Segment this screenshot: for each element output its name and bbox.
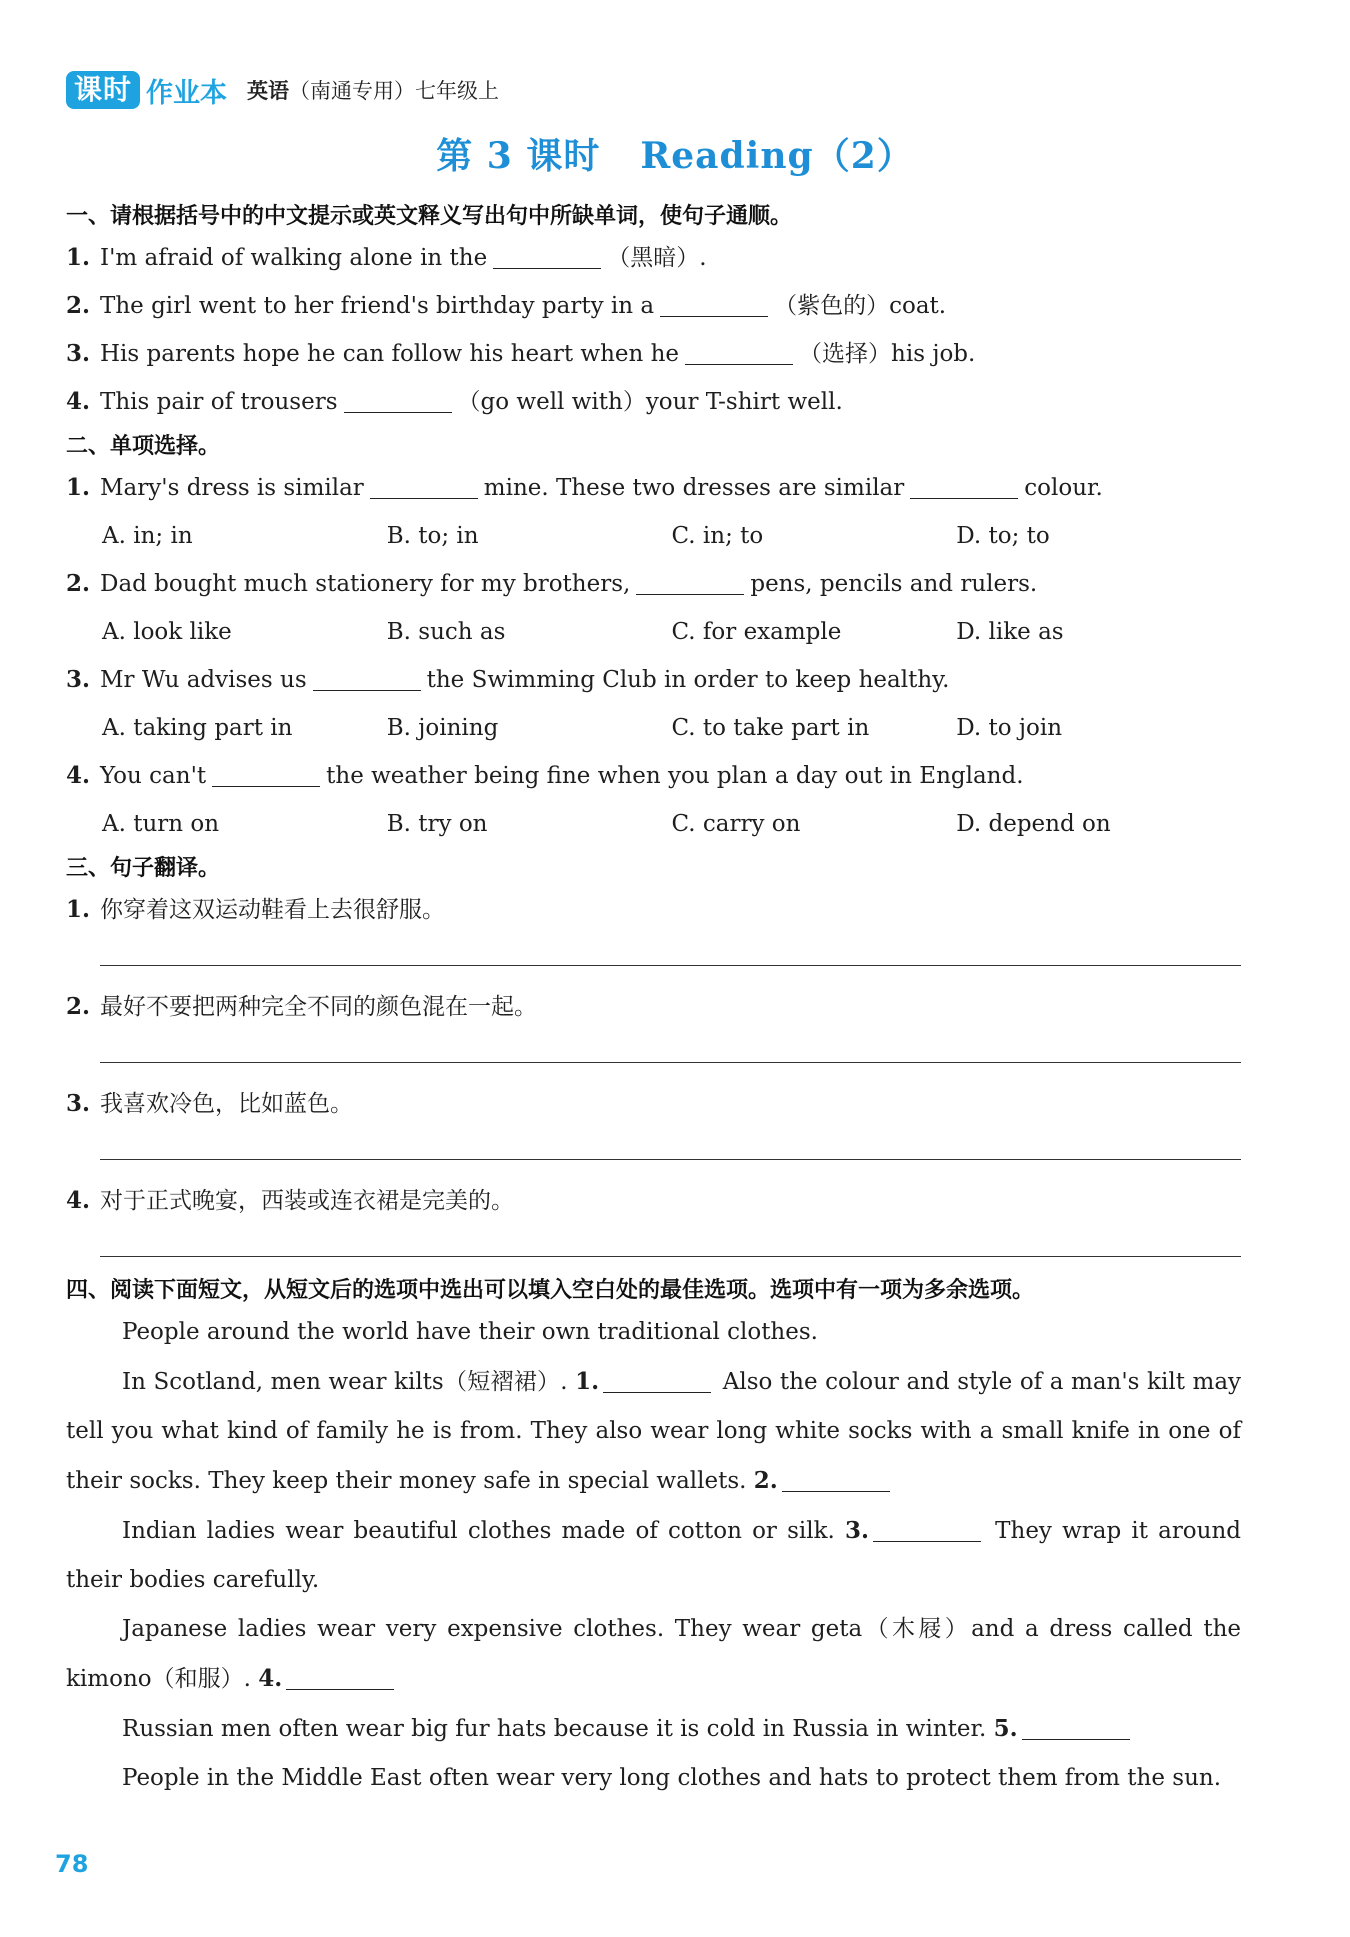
worksheet-content bbox=[66, 200, 1241, 1803]
answer-option[interactable]: C. in; to bbox=[671, 523, 764, 549]
answer-line[interactable] bbox=[100, 1061, 1241, 1063]
lesson-number: 第 3 课时 bbox=[436, 135, 601, 177]
reading-passage bbox=[66, 1308, 1241, 1803]
passage-paragraph-2 bbox=[66, 1357, 1241, 1506]
subject-name: 英语 bbox=[247, 79, 290, 103]
choice-question bbox=[66, 752, 1241, 800]
question-text: the weather being fine when you plan a day out in England. bbox=[326, 763, 1024, 789]
fill-in-question bbox=[66, 378, 1241, 426]
blank-number: 3. bbox=[845, 1517, 870, 1544]
passage-paragraph-3 bbox=[66, 1506, 1241, 1605]
answer-line[interactable] bbox=[100, 964, 1241, 966]
brand-name: 作业本 bbox=[146, 77, 228, 109]
question-number: 1. bbox=[66, 474, 91, 501]
answer-option[interactable]: D. like as bbox=[956, 619, 1064, 645]
question-hint: （go well with）your T-shirt well. bbox=[457, 389, 843, 415]
choice-question bbox=[66, 560, 1241, 608]
passage-paragraph-6: People in the Middle East often wear very long clothes and hats to protect them from the sun. bbox=[122, 1765, 1222, 1791]
subject-detail: （南通专用）七年级上 bbox=[289, 79, 500, 103]
answer-blank[interactable] bbox=[344, 386, 452, 413]
answer-option[interactable]: D. to join bbox=[956, 715, 1063, 741]
passage-text: Also the colour and style of a man's kilt may tell you what kind of family he is from. They also wear long white socks with a small knife in one of their socks. They keep their money safe in special wallets. bbox=[66, 1369, 1242, 1494]
answer-blank[interactable] bbox=[685, 338, 793, 365]
question-number: 4. bbox=[66, 1187, 91, 1214]
question-hint: （黑暗）. bbox=[607, 245, 707, 271]
answer-option[interactable]: C. to take part in bbox=[671, 715, 870, 741]
section-2-items bbox=[66, 464, 1241, 848]
answer-option[interactable]: B. joining bbox=[386, 715, 499, 741]
question-number: 2. bbox=[66, 292, 91, 319]
question-text: colour. bbox=[1024, 475, 1103, 501]
answer-option[interactable]: A. look like bbox=[102, 619, 232, 645]
answer-blank[interactable] bbox=[313, 664, 421, 691]
answer-option[interactable]: A. taking part in bbox=[102, 715, 293, 741]
answer-blank-5[interactable] bbox=[1022, 1713, 1130, 1740]
answer-option[interactable]: C. for example bbox=[671, 619, 842, 645]
question-number: 2. bbox=[66, 993, 91, 1020]
answer-blank[interactable] bbox=[370, 472, 478, 499]
section-1-heading: 一、请根据括号中的中文提示或英文释义写出句中所缺单词，使句子通顺。 bbox=[66, 204, 793, 229]
question-number: 1. bbox=[66, 244, 91, 271]
translation-question bbox=[66, 1080, 1241, 1128]
section-1-items bbox=[66, 234, 1241, 426]
option-row bbox=[66, 800, 1241, 848]
blank-number: 2. bbox=[753, 1467, 778, 1494]
section-3-heading: 三、句子翻译。 bbox=[66, 856, 221, 881]
section-2-heading: 二、单项选择。 bbox=[66, 434, 221, 459]
option-row bbox=[66, 608, 1241, 656]
question-text: You can't bbox=[100, 763, 207, 789]
question-text: pens, pencils and rulers. bbox=[750, 571, 1038, 597]
lesson-title bbox=[0, 128, 1350, 179]
answer-blank[interactable] bbox=[493, 242, 601, 269]
fill-in-question bbox=[66, 282, 1241, 330]
question-text: the Swimming Club in order to keep healthy. bbox=[426, 667, 950, 693]
answer-option[interactable]: C. carry on bbox=[671, 811, 801, 837]
answer-option[interactable]: B. such as bbox=[386, 619, 506, 645]
question-text: Dad bought much stationery for my brothers, bbox=[100, 571, 631, 597]
question-number: 3. bbox=[66, 666, 91, 693]
question-hint: （紫色的）coat. bbox=[774, 293, 947, 319]
question-number: 4. bbox=[66, 762, 91, 789]
question-number: 1. bbox=[66, 896, 91, 923]
answer-option[interactable]: B. try on bbox=[386, 811, 488, 837]
lesson-name: Reading（2） bbox=[640, 135, 914, 177]
option-row bbox=[66, 704, 1241, 752]
answer-blank[interactable] bbox=[910, 472, 1018, 499]
passage-text: In Scotland, men wear kilts（短褶裙）. bbox=[122, 1369, 568, 1395]
question-number: 3. bbox=[66, 340, 91, 367]
choice-question bbox=[66, 464, 1241, 512]
passage-text: They wrap it around their bodies carefully. bbox=[66, 1518, 1242, 1593]
question-number: 3. bbox=[66, 1090, 91, 1117]
question-number: 2. bbox=[66, 570, 91, 597]
answer-blank-3[interactable] bbox=[873, 1515, 981, 1542]
question-text: Mr Wu advises us bbox=[100, 667, 307, 693]
fill-in-question bbox=[66, 330, 1241, 378]
answer-blank[interactable] bbox=[636, 568, 744, 595]
passage-paragraph-1: People around the world have their own traditional clothes. bbox=[122, 1319, 818, 1345]
question-text: 我喜欢冷色，比如蓝色。 bbox=[100, 1091, 353, 1117]
answer-blank-4[interactable] bbox=[286, 1663, 394, 1690]
header-brand bbox=[66, 70, 499, 110]
section-3-items bbox=[66, 886, 1241, 1257]
option-row bbox=[66, 512, 1241, 560]
answer-line[interactable] bbox=[100, 1158, 1241, 1160]
question-text: I'm afraid of walking alone in the bbox=[100, 245, 488, 271]
passage-text: Russian men often wear big fur hats because it is cold in Russia in winter. bbox=[122, 1716, 987, 1742]
answer-blank-2[interactable] bbox=[782, 1465, 890, 1492]
translation-question bbox=[66, 983, 1241, 1031]
answer-line[interactable] bbox=[100, 1255, 1241, 1257]
question-text: 最好不要把两种完全不同的颜色混在一起。 bbox=[100, 994, 537, 1020]
answer-option[interactable]: B. to; in bbox=[386, 523, 479, 549]
answer-option[interactable]: A. turn on bbox=[102, 811, 220, 837]
translation-question bbox=[66, 1177, 1241, 1225]
brand-logo: 课时 bbox=[66, 71, 140, 109]
question-text: The girl went to her friend's birthday party in a bbox=[100, 293, 655, 319]
blank-number: 5. bbox=[993, 1715, 1018, 1742]
question-text: 对于正式晚宴，西装或连衣裙是完美的。 bbox=[100, 1188, 514, 1214]
blank-number: 1. bbox=[575, 1368, 600, 1395]
passage-text: Indian ladies wear beautiful clothes made of cotton or silk. bbox=[122, 1518, 835, 1544]
answer-option[interactable]: D. to; to bbox=[956, 523, 1050, 549]
page-number: 78 bbox=[55, 1850, 89, 1878]
question-text: This pair of trousers bbox=[100, 389, 338, 415]
passage-text: Japanese ladies wear very expensive clothes. They wear geta（木屐）and a dress called the kimono（和服）. bbox=[66, 1616, 1241, 1692]
translation-question bbox=[66, 886, 1241, 934]
question-text: His parents hope he can follow his heart when he bbox=[100, 341, 680, 367]
section-4-heading: 四、阅读下面短文，从短文后的选项中选出可以填入空白处的最佳选项。选项中有一项为多余选项。 bbox=[66, 1278, 1035, 1303]
blank-number: 4. bbox=[258, 1665, 283, 1692]
answer-blank-1[interactable] bbox=[603, 1366, 711, 1393]
passage-paragraph-5 bbox=[66, 1704, 1241, 1754]
answer-blank[interactable] bbox=[660, 290, 768, 317]
question-text: Mary's dress is similar bbox=[100, 475, 364, 501]
answer-option[interactable]: A. in; in bbox=[102, 523, 193, 549]
question-hint: （选择）his job. bbox=[799, 341, 976, 367]
answer-blank[interactable] bbox=[212, 760, 320, 787]
question-text: mine. These two dresses are similar bbox=[483, 475, 905, 501]
question-text: 你穿着这双运动鞋看上去很舒服。 bbox=[100, 897, 445, 923]
question-number: 4. bbox=[66, 388, 91, 415]
answer-option[interactable]: D. depend on bbox=[956, 811, 1111, 837]
subject-label bbox=[247, 75, 499, 105]
passage-paragraph-4 bbox=[66, 1605, 1241, 1704]
choice-question bbox=[66, 656, 1241, 704]
fill-in-question bbox=[66, 234, 1241, 282]
